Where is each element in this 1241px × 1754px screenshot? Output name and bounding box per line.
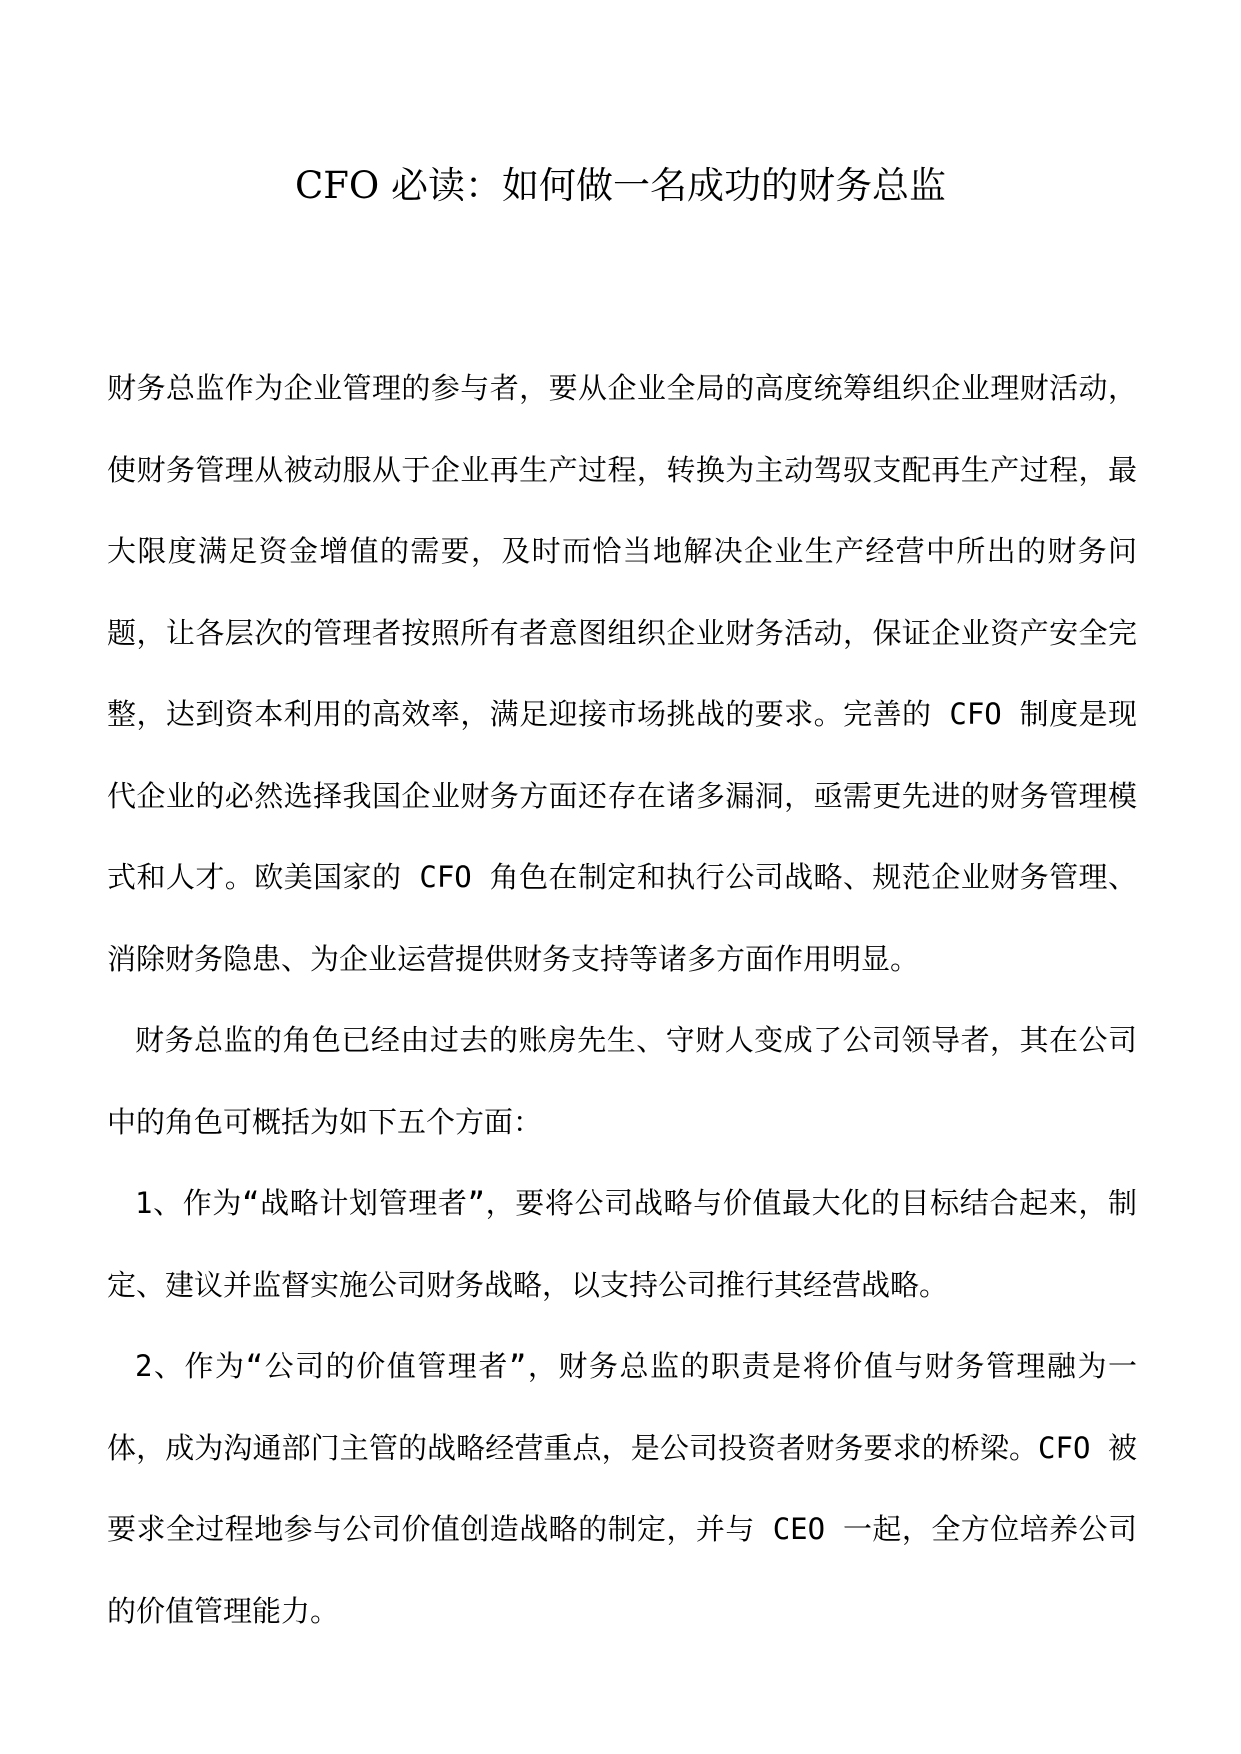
paragraph-intro: 财务总监作为企业管理的参与者，要从企业全局的高度统筹组织企业理财活动，使财务管理从被动服从于企业再生产过程，转换为主动驾驭支配再生产过程，最大限度满足资金增值的需要，及时而恰当地解决企业生产经营中所出的财务问题，让各层次的管理者按照所有者意图组织企业财务活动，保证企业资产安全完整，达到资本利用的高效率，满足迎接市场挑战的要求。完善的 CFO 制度是现代企业的必然选择我国企业财务方面还存在诸多漏洞，亟需更先进的财务管理模式和人才。欧美国家的 CFO 角色在制定和执行公司战略、规范企业财务管理、消除财务隐患、为企业运营提供财务支持等诸多方面作用明显。	[107, 371, 1137, 976]
paragraph-point-2: 2、作为“公司的价值管理者”，财务总监的职责是将价值与财务管理融为一体，成为沟通部门主管的战略经营重点，是公司投资者财务要求的桥梁。CFO 被要求全过程地参与公司价值创造战略的制定，并与 CEO 一起，全方位培养公司的价值管理能力。	[107, 1349, 1137, 1628]
document-body	[107, 348, 1137, 1652]
paragraph-point-1: 1、作为“战略计划管理者”，要将公司战略与价值最大化的目标结合起来，制定、建议并监督实施公司财务战略，以支持公司推行其经营战略。	[107, 1186, 1137, 1302]
paragraph-role-summary: 财务总监的角色已经由过去的账房先生、守财人变成了公司领导者，其在公司中的角色可概括为如下五个方面：	[107, 1023, 1137, 1139]
document-title: CFO 必读：如何做一名成功的财务总监	[294, 164, 947, 207]
